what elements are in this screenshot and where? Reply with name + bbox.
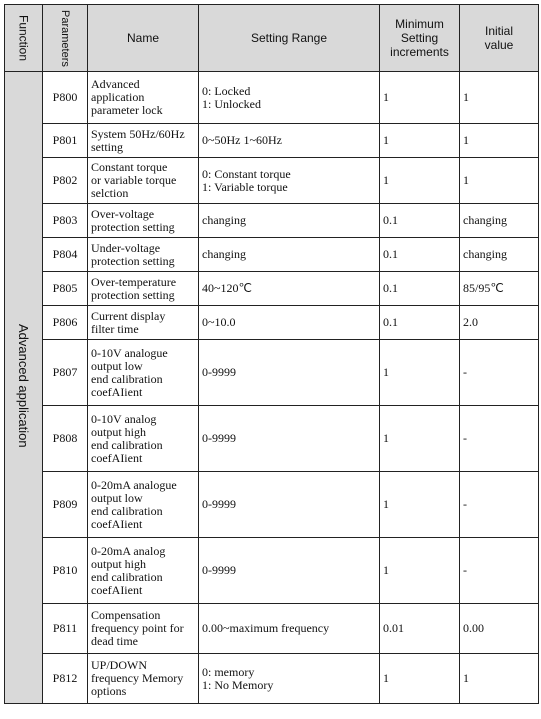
min-increment: 1 — [380, 72, 460, 124]
setting-range — [199, 72, 380, 124]
min-increment: 1 — [380, 124, 460, 158]
table-row — [5, 238, 539, 272]
parameter-name-line: or variable torque — [91, 173, 177, 187]
header-initial-value: Initial value — [460, 5, 539, 72]
min-increment: 0.1 — [380, 238, 460, 272]
parameter-table-page — [4, 4, 538, 716]
min-increment: 1 — [380, 654, 460, 704]
setting-range-line: changing — [202, 213, 246, 227]
parameter-code: P806 — [43, 306, 88, 340]
parameter-name-line: Compensation — [91, 608, 161, 622]
parameter-name-line: coefAIient — [91, 450, 143, 465]
parameter-name-line: Under-voltage — [91, 240, 161, 255]
setting-range — [199, 472, 380, 538]
parameter-name-line: Advanced — [91, 77, 140, 91]
setting-range — [199, 238, 380, 272]
min-increment: 0.01 — [380, 604, 460, 654]
parameter-name-line: 0-10V analog — [91, 411, 157, 426]
parameter-name-line: 0-20mA analog — [91, 543, 166, 558]
table-row — [5, 272, 539, 306]
header-function: Function — [5, 5, 43, 72]
parameter-name-line: coefAIient — [91, 516, 143, 531]
parameter-code: P812 — [43, 654, 88, 704]
setting-range-line: 0-9999 — [202, 431, 236, 445]
parameter-name-line: frequency point for — [91, 621, 184, 635]
setting-range — [199, 340, 380, 406]
parameter-name — [88, 406, 199, 472]
initial-value: 2.0 — [460, 306, 539, 340]
setting-range-line: changing — [202, 247, 246, 261]
table-row — [5, 72, 539, 124]
setting-range-line: 0~10.0 — [202, 315, 236, 329]
setting-range-line: 0-9999 — [202, 497, 236, 511]
parameter-name-line: frequency Memory — [91, 671, 184, 685]
setting-range-line: 0-9999 — [202, 365, 236, 379]
parameter-code: P811 — [43, 604, 88, 654]
parameter-name — [88, 306, 199, 340]
parameter-name — [88, 72, 199, 124]
min-increment: 1 — [380, 406, 460, 472]
parameter-name — [88, 340, 199, 406]
parameter-name — [88, 472, 199, 538]
parameter-name-line: Current display — [91, 308, 166, 323]
parameter-name-line: output low — [91, 358, 143, 373]
initial-value: 1 — [460, 158, 539, 204]
table-row — [5, 406, 539, 472]
parameter-code: P804 — [43, 238, 88, 272]
parameter-name-line: System 50Hz/60Hz — [91, 126, 185, 141]
function-group-label: Advanced application — [16, 324, 31, 448]
table-row — [5, 124, 539, 158]
parameter-name-line: protection setting — [91, 253, 175, 268]
parameter-name-line: options — [91, 684, 127, 698]
initial-value: 1 — [460, 654, 539, 704]
parameter-name-line: coefAIient — [91, 384, 143, 399]
parameter-name-line: selction — [91, 186, 129, 200]
min-increment: 0.1 — [380, 272, 460, 306]
parameter-name-line: dead time — [91, 634, 138, 648]
parameter-name-line: application — [91, 90, 145, 104]
setting-range — [199, 204, 380, 238]
initial-value: 1 — [460, 72, 539, 124]
header-name: Name — [88, 5, 199, 72]
header-parameters: Parameters — [43, 5, 88, 72]
parameter-code: P809 — [43, 472, 88, 538]
parameter-name — [88, 204, 199, 238]
table-row — [5, 306, 539, 340]
parameter-name-line: UP/DOWN — [91, 658, 147, 672]
parameter-code: P800 — [43, 72, 88, 124]
parameter-table — [4, 4, 539, 704]
parameter-name-line: Over-temperature — [91, 274, 177, 289]
setting-range-line: 0: Constant torque — [202, 166, 291, 181]
parameter-code: P803 — [43, 204, 88, 238]
initial-value: changing — [460, 204, 539, 238]
parameter-name-line: filter time — [91, 321, 139, 336]
parameter-name-line: parameter lock — [91, 103, 163, 117]
parameter-name — [88, 124, 199, 158]
table-row — [5, 340, 539, 406]
initial-value: - — [460, 340, 539, 406]
setting-range-line: 0~50Hz 1~60Hz — [202, 133, 282, 147]
setting-range — [199, 306, 380, 340]
min-increment: 1 — [380, 340, 460, 406]
min-increment: 0.1 — [380, 204, 460, 238]
min-increment: 1 — [380, 538, 460, 604]
parameter-code: P805 — [43, 272, 88, 306]
parameter-name-line: output high — [91, 556, 147, 571]
min-increment: 0.1 — [380, 306, 460, 340]
parameter-code: P807 — [43, 340, 88, 406]
parameter-name-line: 0-10V analogue — [91, 345, 168, 360]
setting-range-line: 0.00~maximum frequency — [202, 621, 330, 635]
setting-range — [199, 406, 380, 472]
parameter-name-line: protection setting — [91, 287, 175, 302]
table-header-row — [5, 5, 539, 72]
parameter-name-line: end calibration — [91, 437, 163, 452]
initial-value: - — [460, 538, 539, 604]
parameter-name-line: 0-20mA analogue — [91, 477, 177, 492]
header-min-increments: Minimum Setting increments — [380, 5, 460, 72]
table-body — [5, 72, 539, 704]
setting-range-line: 1: Unlocked — [202, 96, 261, 111]
setting-range — [199, 124, 380, 158]
setting-range-line: 0: memory — [202, 664, 255, 679]
initial-value: 85/95℃ — [460, 272, 539, 306]
initial-value: 0.00 — [460, 604, 539, 654]
parameter-code: P810 — [43, 538, 88, 604]
parameter-code: P808 — [43, 406, 88, 472]
parameter-name — [88, 272, 199, 306]
parameter-name-line: end calibration — [91, 569, 163, 584]
setting-range-line: 1: No Memory — [202, 677, 274, 692]
parameter-name — [88, 238, 199, 272]
setting-range-line: 1: Variable torque — [202, 179, 288, 194]
parameter-name-line: coefAIient — [91, 582, 143, 597]
parameter-name-line: output high — [91, 424, 147, 439]
initial-value: changing — [460, 238, 539, 272]
parameter-name-line: Over-voltage — [91, 206, 155, 221]
parameter-name-line: setting — [91, 139, 123, 154]
setting-range — [199, 272, 380, 306]
table-row — [5, 472, 539, 538]
header-setting-range: Setting Range — [199, 5, 380, 72]
parameter-code: P802 — [43, 158, 88, 204]
parameter-name-line: end calibration — [91, 503, 163, 518]
parameter-name — [88, 604, 199, 654]
setting-range-line: 0-9999 — [202, 563, 236, 577]
parameter-name-line: Constant torque — [91, 160, 168, 174]
table-row — [5, 538, 539, 604]
table-row — [5, 604, 539, 654]
setting-range — [199, 538, 380, 604]
initial-value: - — [460, 406, 539, 472]
min-increment: 1 — [380, 158, 460, 204]
parameter-code: P801 — [43, 124, 88, 158]
parameter-name — [88, 158, 199, 204]
setting-range — [199, 158, 380, 204]
initial-value: - — [460, 472, 539, 538]
setting-range-line: 0: Locked — [202, 83, 251, 98]
setting-range — [199, 604, 380, 654]
initial-value: 1 — [460, 124, 539, 158]
function-group-cell — [5, 72, 43, 704]
parameter-name-line: output low — [91, 490, 143, 505]
parameter-name — [88, 654, 199, 704]
parameter-name — [88, 538, 199, 604]
table-row — [5, 158, 539, 204]
table-row — [5, 654, 539, 704]
min-increment: 1 — [380, 472, 460, 538]
setting-range — [199, 654, 380, 704]
setting-range-line: 40~120℃ — [202, 281, 252, 295]
parameter-name-line: end calibration — [91, 371, 163, 386]
table-row — [5, 204, 539, 238]
parameter-name-line: protection setting — [91, 219, 175, 234]
